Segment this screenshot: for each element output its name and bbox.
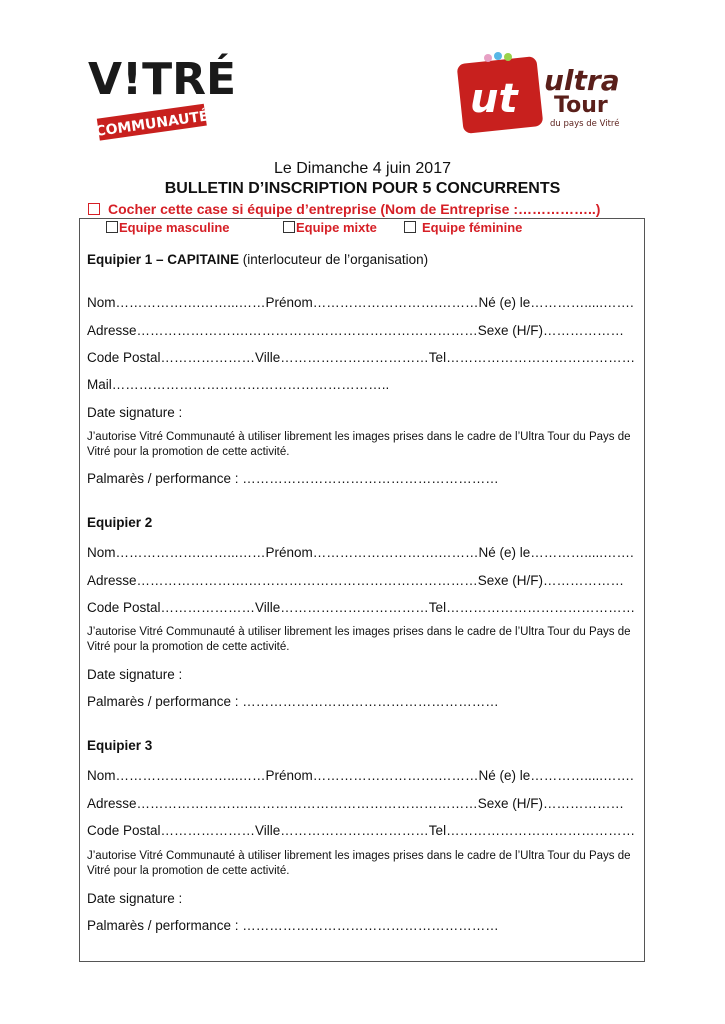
ut-logo-dot — [494, 52, 502, 60]
equipier-3-date-signature[interactable]: Date signature : — [87, 891, 183, 906]
equipier-2-title: Equipier 2 — [87, 515, 153, 530]
vitre-logo-subtext: COMMUNAUTÉ — [94, 108, 210, 141]
equipier-3-palmares-field[interactable]: Palmarès / performance : ………………………………………………… — [87, 918, 499, 933]
feminine-checkbox[interactable] — [404, 221, 416, 233]
equipier-1-title: Equipier 1 – CAPITAINE — [87, 252, 240, 267]
team-type-label: Equipe féminine — [422, 220, 523, 235]
equipier-1-palmares-field[interactable]: Palmarès / performance : ………………………………………………… — [87, 471, 499, 486]
team-type-masculine — [106, 220, 230, 235]
equipier-1-heading — [87, 252, 428, 267]
bulletin-title: BULLETIN D’INSCRIPTION POUR 5 CONCURRENTS — [164, 180, 561, 197]
equipier-2-date-signature[interactable]: Date signature : — [87, 667, 183, 682]
equipier-2-address-field[interactable]: Adresse…………………….……………………………………………Sexe (H/F)……………… — [87, 573, 625, 588]
ut-logo-mark: ut — [470, 76, 518, 122]
equipier-1-mail-field[interactable]: Mail…………………………………………………….. — [87, 377, 390, 392]
masculine-checkbox[interactable] — [106, 221, 118, 233]
team-type-label: Equipe masculine — [119, 220, 230, 235]
equipier-2-palmares-field[interactable]: Palmarès / performance : ………………………………………………… — [87, 694, 499, 709]
company-checkbox[interactable] — [88, 203, 100, 215]
ut-logo-dot — [484, 54, 492, 62]
ut-logo-dot — [504, 53, 512, 61]
event-date: Le Dimanche 4 juin 2017 — [273, 160, 451, 177]
equipier-1-address-field[interactable]: Adresse…………………….……………………………………………Sexe (H/F)……………… — [87, 323, 625, 338]
equipier-1-date-signature[interactable]: Date signature : — [87, 405, 183, 420]
equipier-3-address-field[interactable]: Adresse…………………….……………………………………………Sexe (H/F)……………… — [87, 796, 625, 811]
ut-logo-word-tour: Tour — [554, 93, 608, 118]
company-team-option — [88, 201, 600, 217]
company-checkbox-label: Cocher cette case si équipe d’entreprise (Nom de Entreprise :……………..) — [108, 201, 601, 217]
equipier-3-name-field[interactable]: Nom……………….……...……Prénom……………………….………Né (e) le………….....……. — [87, 768, 634, 783]
equipier-2-postal-field[interactable]: Code Postal…………………Ville……………………………Tel…………………………………… — [87, 600, 636, 615]
ultra-tour-logo — [458, 50, 638, 138]
equipier-3-title: Equipier 3 — [87, 738, 153, 753]
equipier-3-postal-field[interactable]: Code Postal…………………Ville……………………………Tel…………………………………… — [87, 823, 636, 838]
vitre-logo-text: V!TRÉ — [88, 54, 237, 105]
equipier-2-name-field[interactable]: Nom……………….……...……Prénom……………………….………Né (e) le………….....……. — [87, 545, 634, 560]
equipier-3-authorisation: J’autorise Vitré Communauté à utiliser librement les images prises dans le cadre de l’Ultra Tour du Pays de Vitré pour la promotion de cette activité. — [87, 850, 631, 877]
equipier-1-authorisation: J’autorise Vitré Communauté à utiliser librement les images prises dans le cadre de l’Ultra Tour du Pays de Vitré pour la promotion de cette activité. — [87, 431, 631, 458]
ut-logo-word-ultra: ultra — [544, 64, 620, 97]
ut-logo-subtext: du pays de Vitré — [550, 119, 620, 129]
team-type-mixte — [283, 220, 377, 235]
team-type-label: Equipe mixte — [296, 220, 377, 235]
equipier-2-authorisation: J’autorise Vitré Communauté à utiliser librement les images prises dans le cadre de l’Ultra Tour du Pays de Vitré pour la promotion de cette activité. — [87, 626, 631, 653]
equipier-1-name-field[interactable]: Nom……………….……...……Prénom……………………….………Né (e) le………….....……. — [87, 295, 634, 310]
vitre-communaute-logo — [86, 42, 237, 142]
team-type-feminine — [404, 220, 522, 235]
mixte-checkbox[interactable] — [283, 221, 295, 233]
equipier-1-note: (interlocuteur de l’organisation) — [239, 252, 429, 267]
equipier-1-postal-field[interactable]: Code Postal…………………Ville……………………………Tel…………………………………… — [87, 350, 636, 365]
